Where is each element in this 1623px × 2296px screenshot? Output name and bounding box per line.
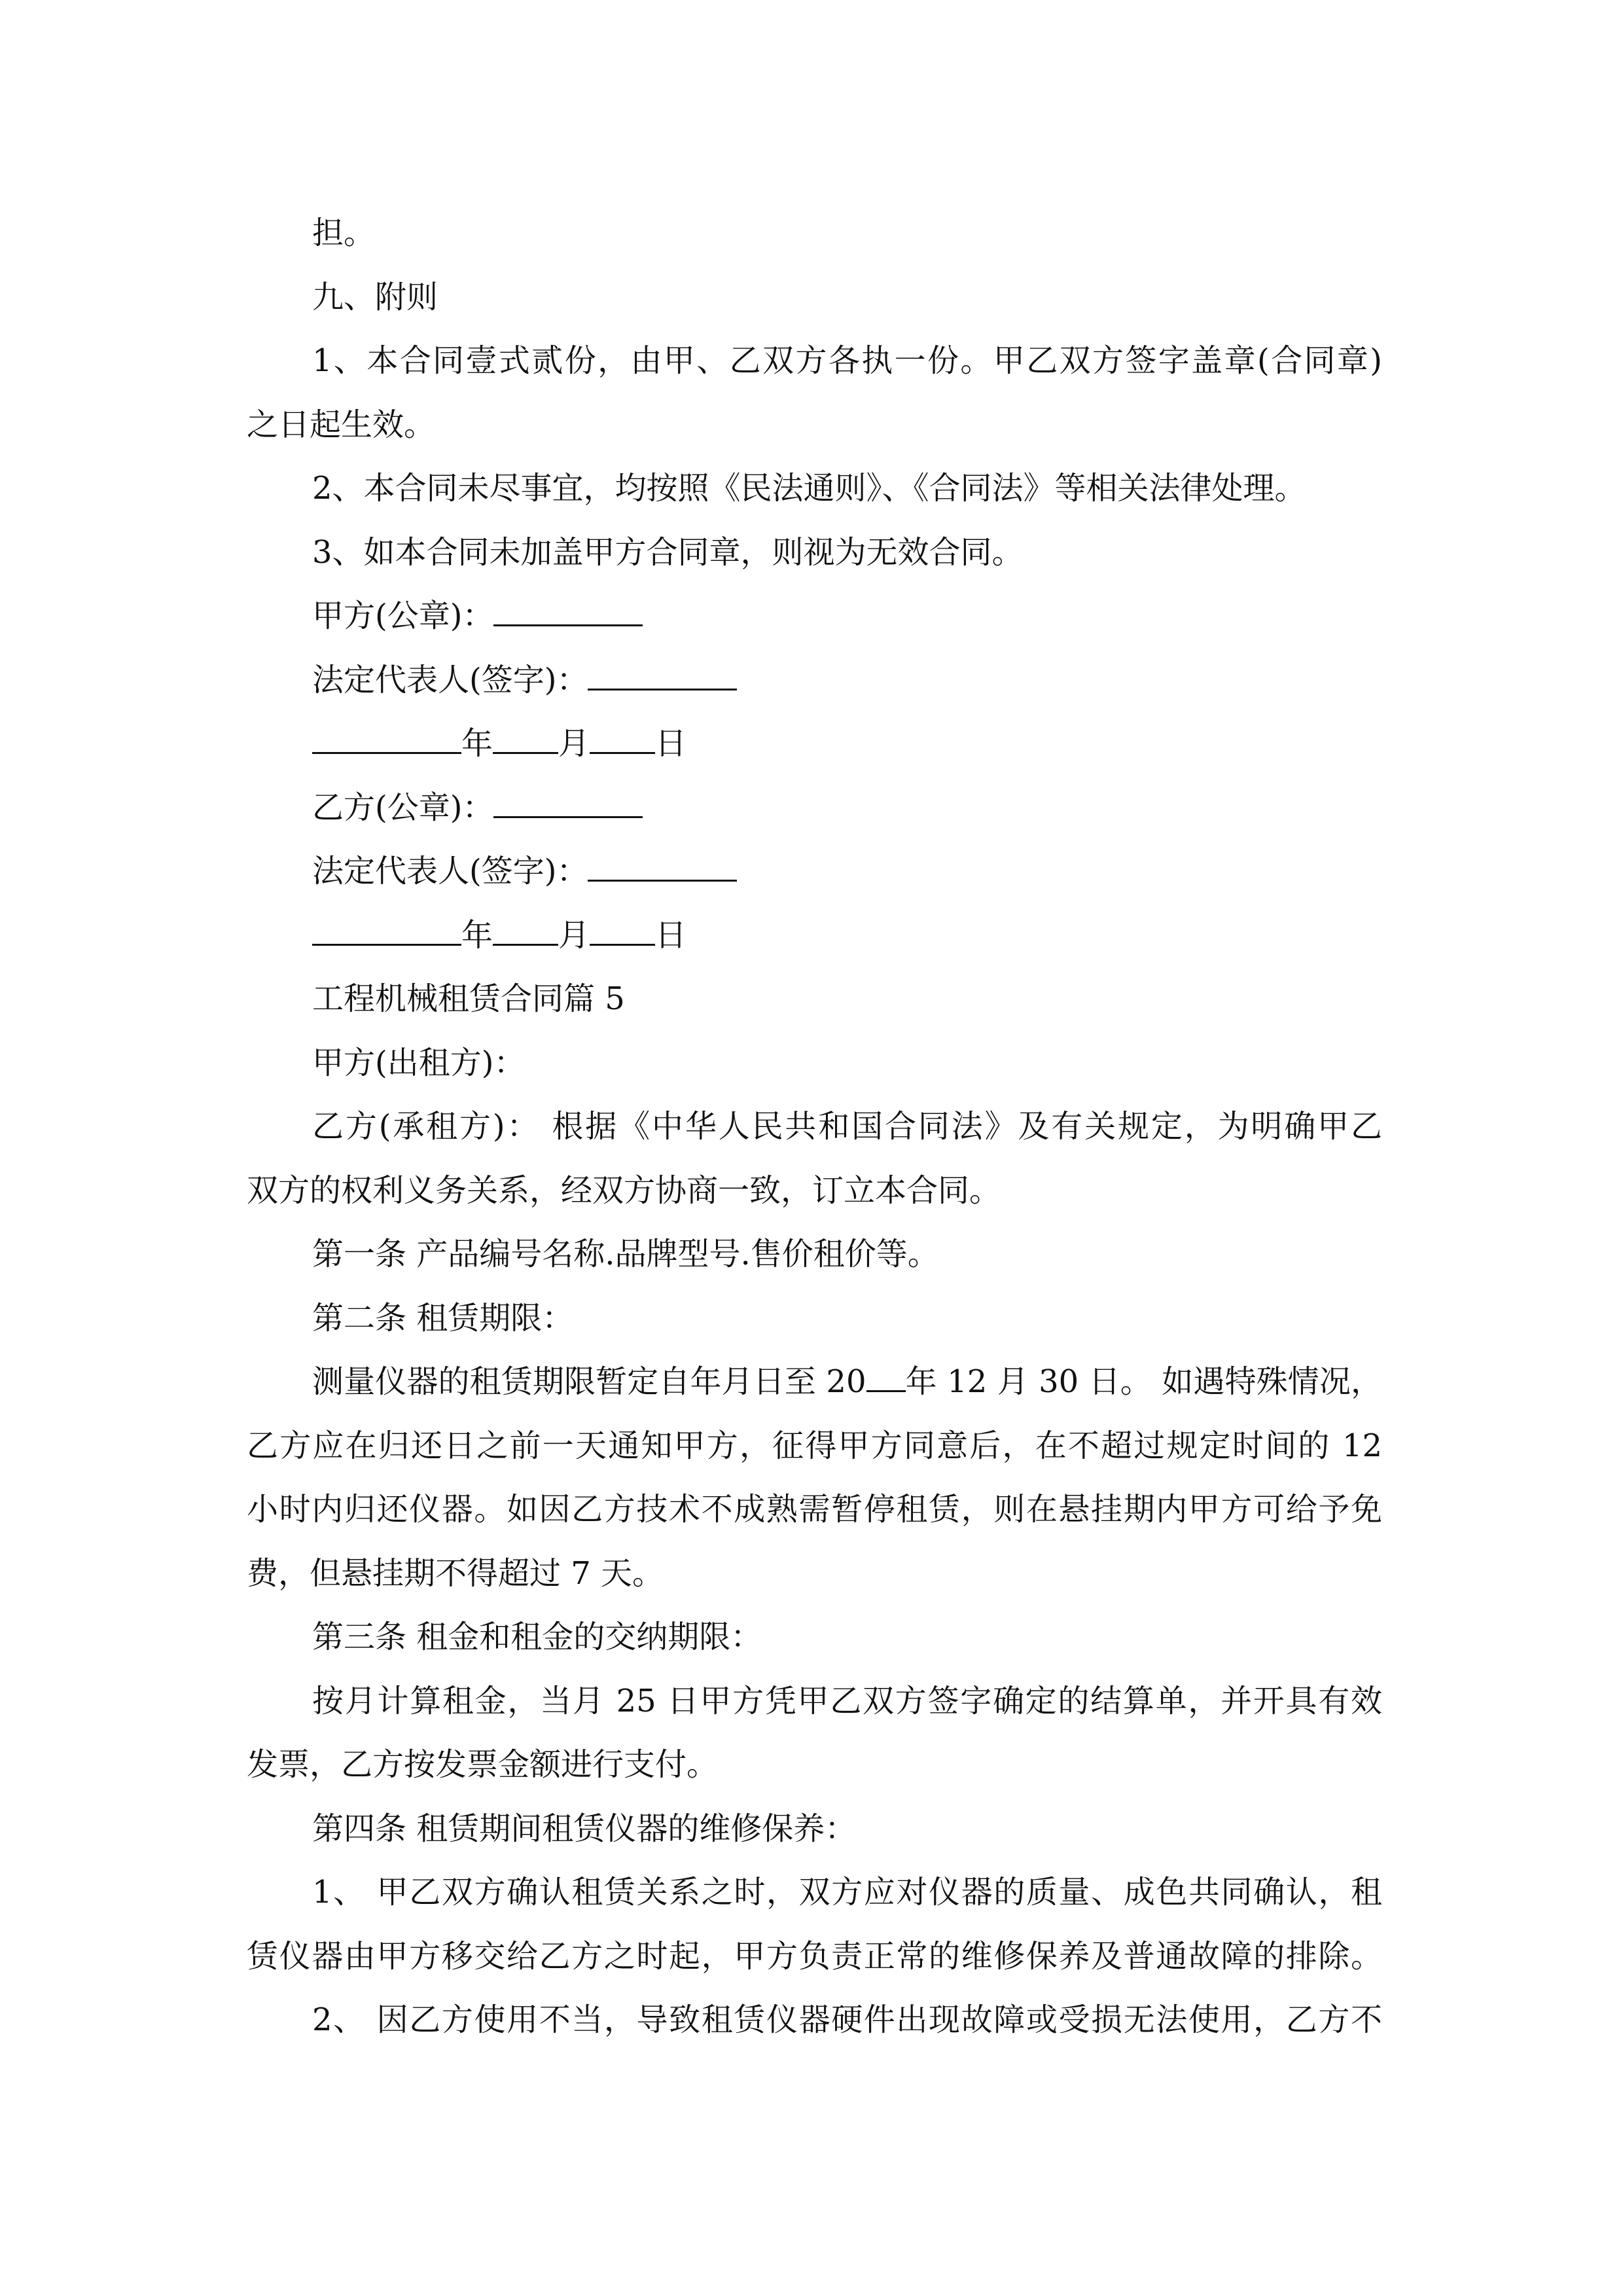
day-label: 日 <box>655 725 687 762</box>
paragraph-line: 双方的权利义务关系，经双方协商一致，订立本合同。 <box>247 1172 1001 1209</box>
article-1: 第一条 产品编号名称.品牌型号.售价租价等。 <box>312 1236 939 1272</box>
paragraph-line: 按月计算租金，当月 25 日甲方凭甲乙双方签字确定的结算单，并开具有效 <box>312 1682 1382 1719</box>
party-b-line: 乙方(承租方)： 根据《中华人民共和国合同法》及有关规定，为明确甲乙 <box>312 1108 1382 1145</box>
paragraph-line: 3、如本合同未加盖甲方合同章，则视为无效合同。 <box>312 533 1024 571</box>
day-blank <box>590 726 655 754</box>
year-blank <box>312 726 461 754</box>
document-body <box>247 202 1382 2053</box>
party-a-seal-label: 甲方(公章)： <box>312 598 494 634</box>
party-b-seal-line <box>247 776 1382 840</box>
paragraph-line: 1、本合同壹式贰份，由甲、乙双方各执一份。甲乙双方签字盖章(合同章) <box>312 342 1382 379</box>
section-title: 工程机械租赁合同篇 5 <box>312 980 625 1017</box>
article-2-text-after: 年 12 月 30 日。 如遇特殊情况， <box>905 1363 1382 1400</box>
paragraph-line <box>247 1350 1382 1414</box>
article-2-title: 第二条 租赁期限： <box>312 1299 574 1336</box>
paragraph-line: 担。 <box>312 215 376 251</box>
month-label: 月 <box>558 725 590 762</box>
party-b-seal-label: 乙方(公章)： <box>312 789 494 826</box>
paragraph-line: 1、 甲乙双方确认租赁关系之时，双方应对仪器的质量、成色共同确认，租 <box>312 1874 1382 1910</box>
party-b-date-line <box>247 904 1382 968</box>
paragraph-line: 2、 因乙方使用不当，导致租赁仪器硬件出现故障或受损无法使用，乙方不 <box>312 2001 1382 2038</box>
party-a-line: 甲方(出租方)： <box>312 1044 526 1081</box>
party-b-rep-blank <box>588 853 737 882</box>
paragraph-line: 乙方应在归还日之前一天通知甲方，征得甲方同意后，在不超过规定时间的 12 <box>247 1427 1382 1464</box>
day-label: 日 <box>655 916 687 954</box>
party-a-rep-line <box>247 649 1382 713</box>
party-b-rep-label: 法定代表人(签字)： <box>312 853 588 889</box>
year-blank <box>312 918 461 946</box>
party-b-rep-line <box>247 840 1382 904</box>
year-label: 年 <box>461 725 493 762</box>
paragraph-line: 小时内归还仪器。如因乙方技术不成熟需暂停租赁，则在悬挂期内甲方可给予免 <box>247 1491 1382 1528</box>
month-label: 月 <box>558 916 590 954</box>
article-3-title: 第三条 租金和租金的交纳期限： <box>312 1619 762 1655</box>
paragraph-line: 费，但悬挂期不得超过 7 天。 <box>247 1554 664 1592</box>
party-a-date-line <box>247 712 1382 776</box>
paragraph-line: 2、本合同未尽事宜，均按照《民法通则》、《合同法》等相关法律处理。 <box>312 470 1306 507</box>
article-4-title: 第四条 租赁期间租赁仪器的维修保养： <box>312 1810 857 1847</box>
month-blank <box>493 918 558 946</box>
party-a-seal-blank <box>493 598 643 626</box>
paragraph-line: 之日起生效。 <box>247 406 436 443</box>
article-2-text-before: 测量仪器的租赁期限暂定自年月日至 20 <box>312 1363 866 1400</box>
party-a-rep-blank <box>588 662 737 691</box>
paragraph-line: 发票，乙方按发票金额进行支付。 <box>247 1746 719 1783</box>
party-a-seal-line <box>247 584 1382 649</box>
party-a-rep-label: 法定代表人(签字)： <box>312 661 588 698</box>
month-blank <box>493 726 558 754</box>
party-b-seal-blank <box>493 790 643 818</box>
section-heading: 九、附则 <box>312 278 438 315</box>
year-label: 年 <box>461 916 493 954</box>
year-suffix-blank <box>866 1364 906 1392</box>
day-blank <box>590 918 655 946</box>
paragraph-line: 赁仪器由甲方移交给乙方之时起，甲方负责正常的维修保养及普通故障的排除。 <box>247 1937 1382 1975</box>
